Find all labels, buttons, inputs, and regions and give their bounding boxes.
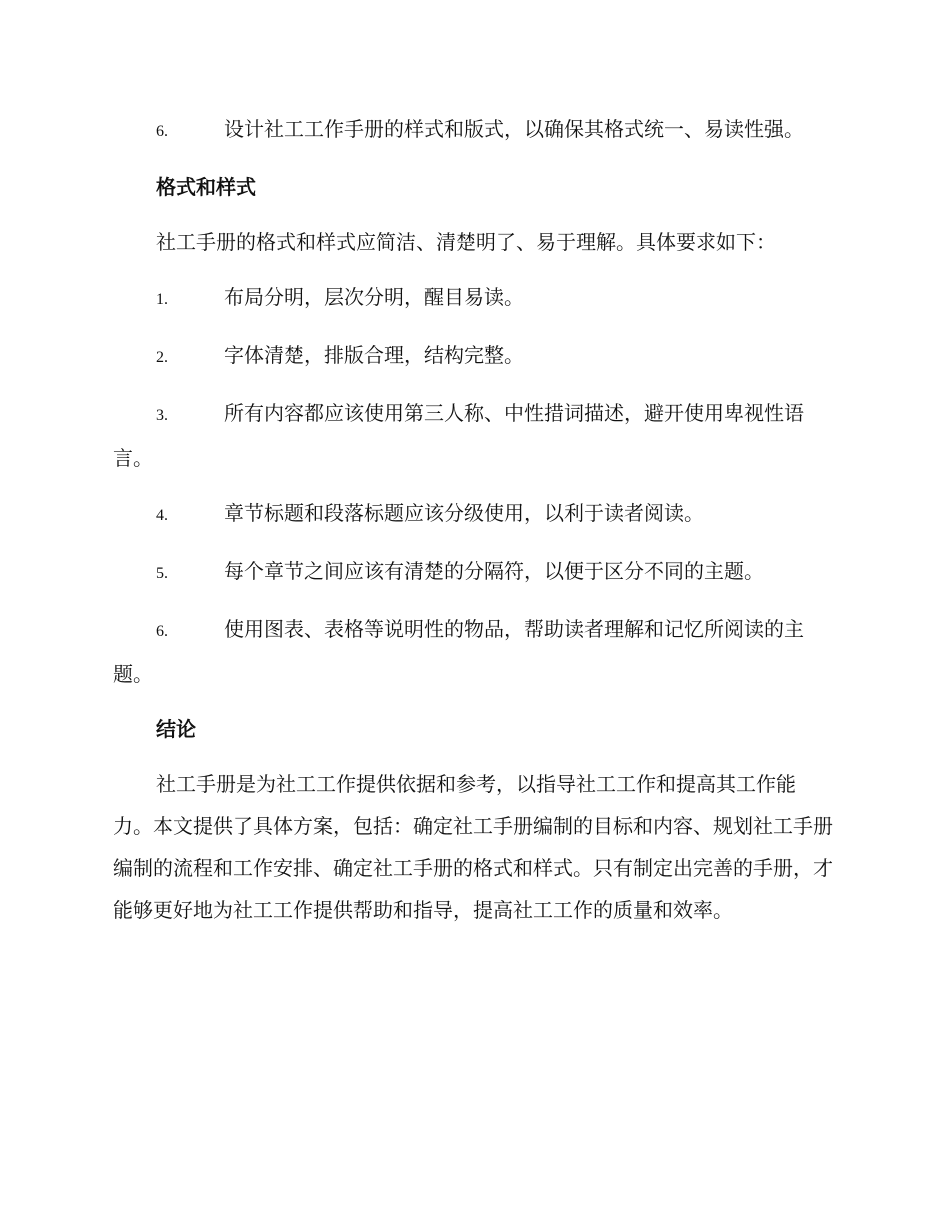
conclusion-paragraph: 社工手册是为社工工作提供依据和参考，以指导社工工作和提高其工作能力。本文提供了具体方案，包括：确定社工手册编制的目标和内容、规划社工手册编制的流程和工作安排、确定社工手册的格式和样式。只有制定出完善的手册，才能够更好地为社工工作提供帮助和指导，提高社工工作的质量和效率。 [113,772,833,922]
list-item [113,392,835,479]
list-item-text: 布局分明，层次分明，醒目易读。 [224,285,524,309]
list-item-text: 章节标题和段落标题应该分级使用，以利于读者阅读。 [224,501,704,525]
list-item-number: 6. [156,623,168,640]
list-item [113,492,835,537]
list-item-text: 设计社工工作手册的样式和版式，以确保其格式统一、易读性强。 [224,117,804,141]
list-item-number: 5. [156,565,168,582]
section-heading-conclusion: 结论 [156,717,196,741]
list-item-number: 2. [156,349,168,366]
list-item-number: 6. [156,123,168,140]
list-item-text: 使用图表、表格等说明性的物品，帮助读者理解和记忆所阅读的主题。 [113,617,804,686]
format-intro-paragraph: 社工手册的格式和样式应简洁、清楚明了、易于理解。具体要求如下： [156,230,776,254]
list-item-text: 所有内容都应该使用第三人称、中性措词描述，避开使用卑视性语言。 [113,401,804,470]
list-item-number: 4. [156,507,168,524]
section-heading-format: 格式和样式 [156,175,256,199]
list-item-text: 字体清楚，排版合理，结构完整。 [224,343,524,367]
document-body [113,108,835,944]
list-item [113,608,835,695]
list-item-number: 3. [156,407,168,424]
list-item-number: 1. [156,291,168,308]
list-item [113,550,835,595]
list-item-text: 每个章节之间应该有清楚的分隔符，以便于区分不同的主题。 [224,559,764,583]
list-item [113,108,835,153]
list-item [113,334,835,379]
list-item [113,276,835,321]
